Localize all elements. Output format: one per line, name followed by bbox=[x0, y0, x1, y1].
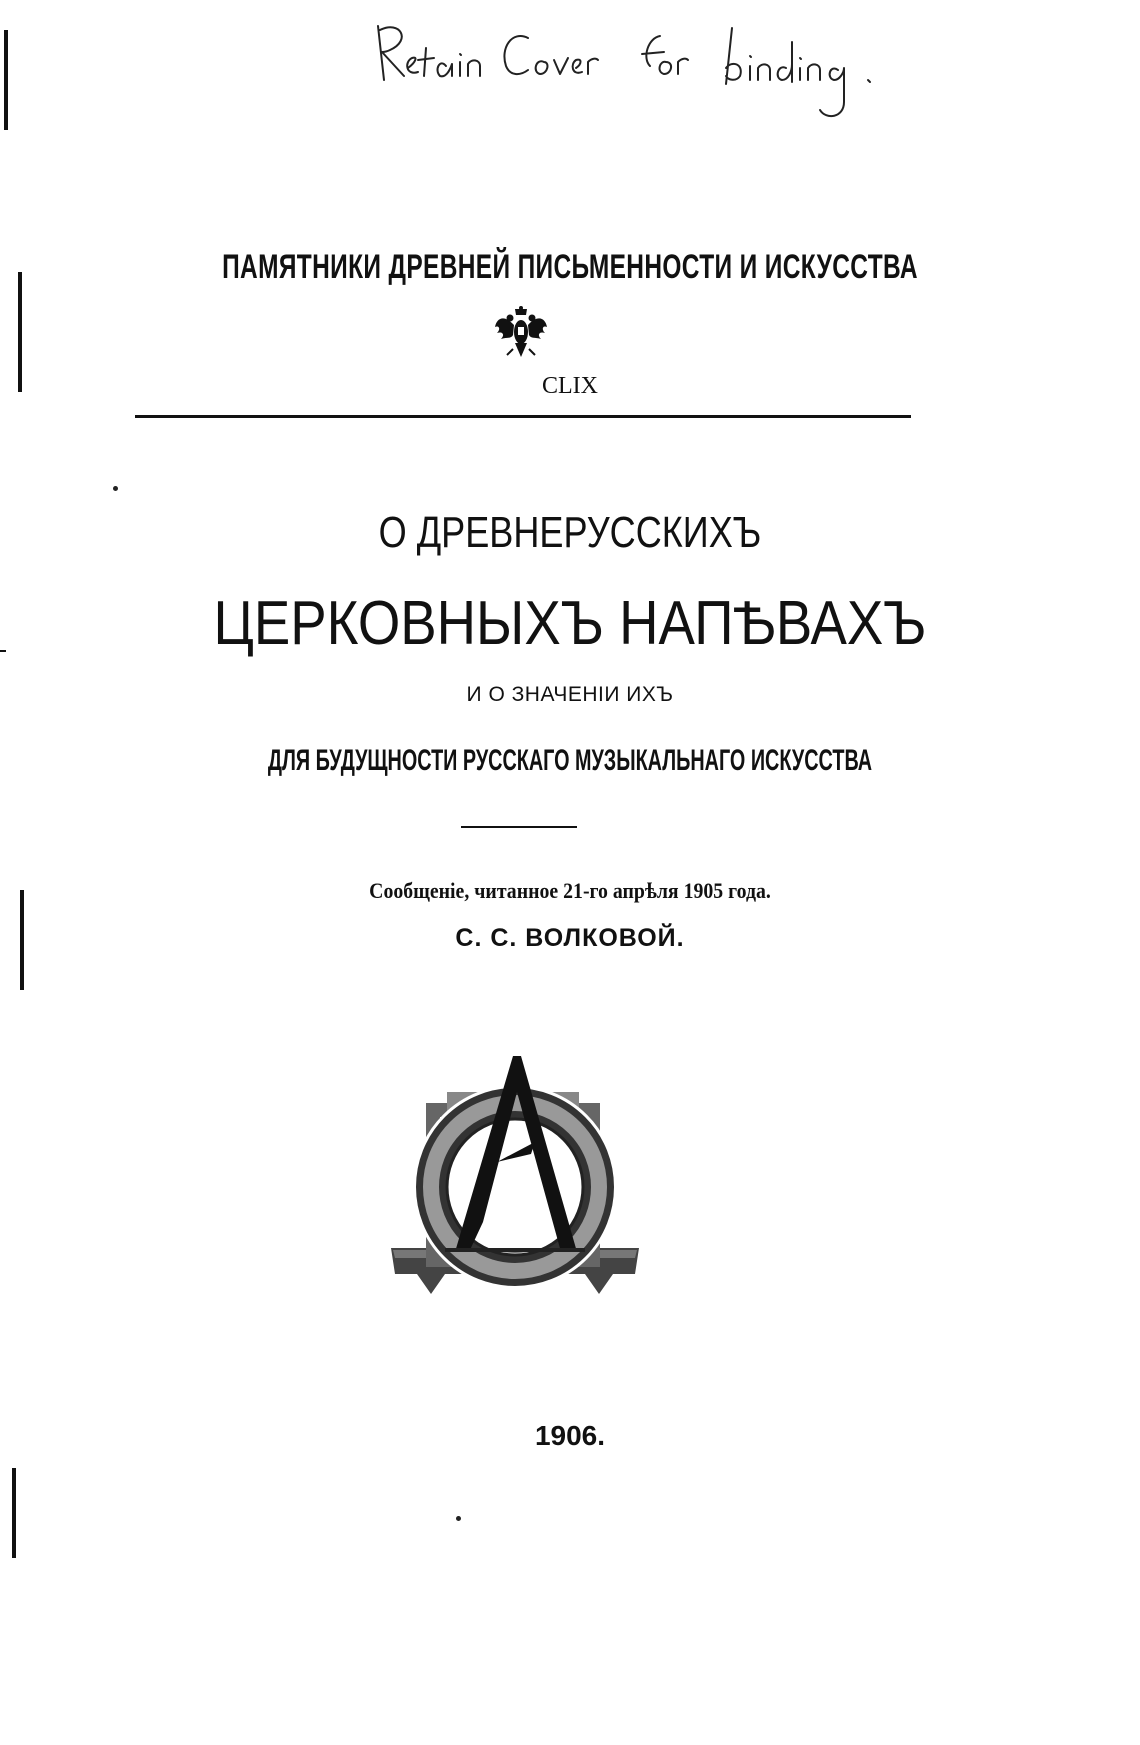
handwritten-note bbox=[360, 18, 880, 128]
scan-speck bbox=[456, 1516, 461, 1521]
title-line-1: О ДРЕВНЕРУССКИХЪ bbox=[378, 508, 762, 557]
author-name: С. С. ВОЛКОВОЙ. bbox=[455, 924, 685, 952]
handwritten-note-signature bbox=[360, 18, 880, 128]
publication-year: 1906. bbox=[534, 1420, 606, 1451]
series-number: CLIX bbox=[542, 373, 598, 399]
scan-edge-mark bbox=[18, 272, 22, 392]
title-line-2: ЦЕРКОВНЫХЪ НАПѢВАХЪ bbox=[213, 589, 927, 658]
scan-edge-mark bbox=[4, 30, 8, 130]
scan-edge-mark bbox=[12, 1468, 16, 1558]
double-headed-eagle-icon bbox=[493, 305, 549, 361]
occasion-line: Сообщеніе, читанное 21-го апрѣля 1905 года. bbox=[369, 878, 771, 903]
scan-speck bbox=[113, 486, 118, 491]
scan-edge-mark bbox=[20, 890, 24, 990]
title-line-3: И О ЗНАЧЕНІИ ИХЪ bbox=[466, 683, 674, 706]
scan-edge-mark bbox=[0, 650, 6, 652]
horizontal-rule bbox=[135, 415, 911, 418]
ring-and-compass-emblem-icon bbox=[385, 1052, 645, 1307]
short-rule bbox=[461, 826, 577, 828]
title-line-4: ДЛЯ БУДУЩНОСТИ РУССКАГО МУЗЫКАЛЬНАГО ИСКУССТВА bbox=[267, 744, 873, 777]
series-title: ПАМЯТНИКИ ДРЕВНЕЙ ПИСЬМЕННОСТИ И ИСКУССТВА bbox=[222, 248, 918, 286]
